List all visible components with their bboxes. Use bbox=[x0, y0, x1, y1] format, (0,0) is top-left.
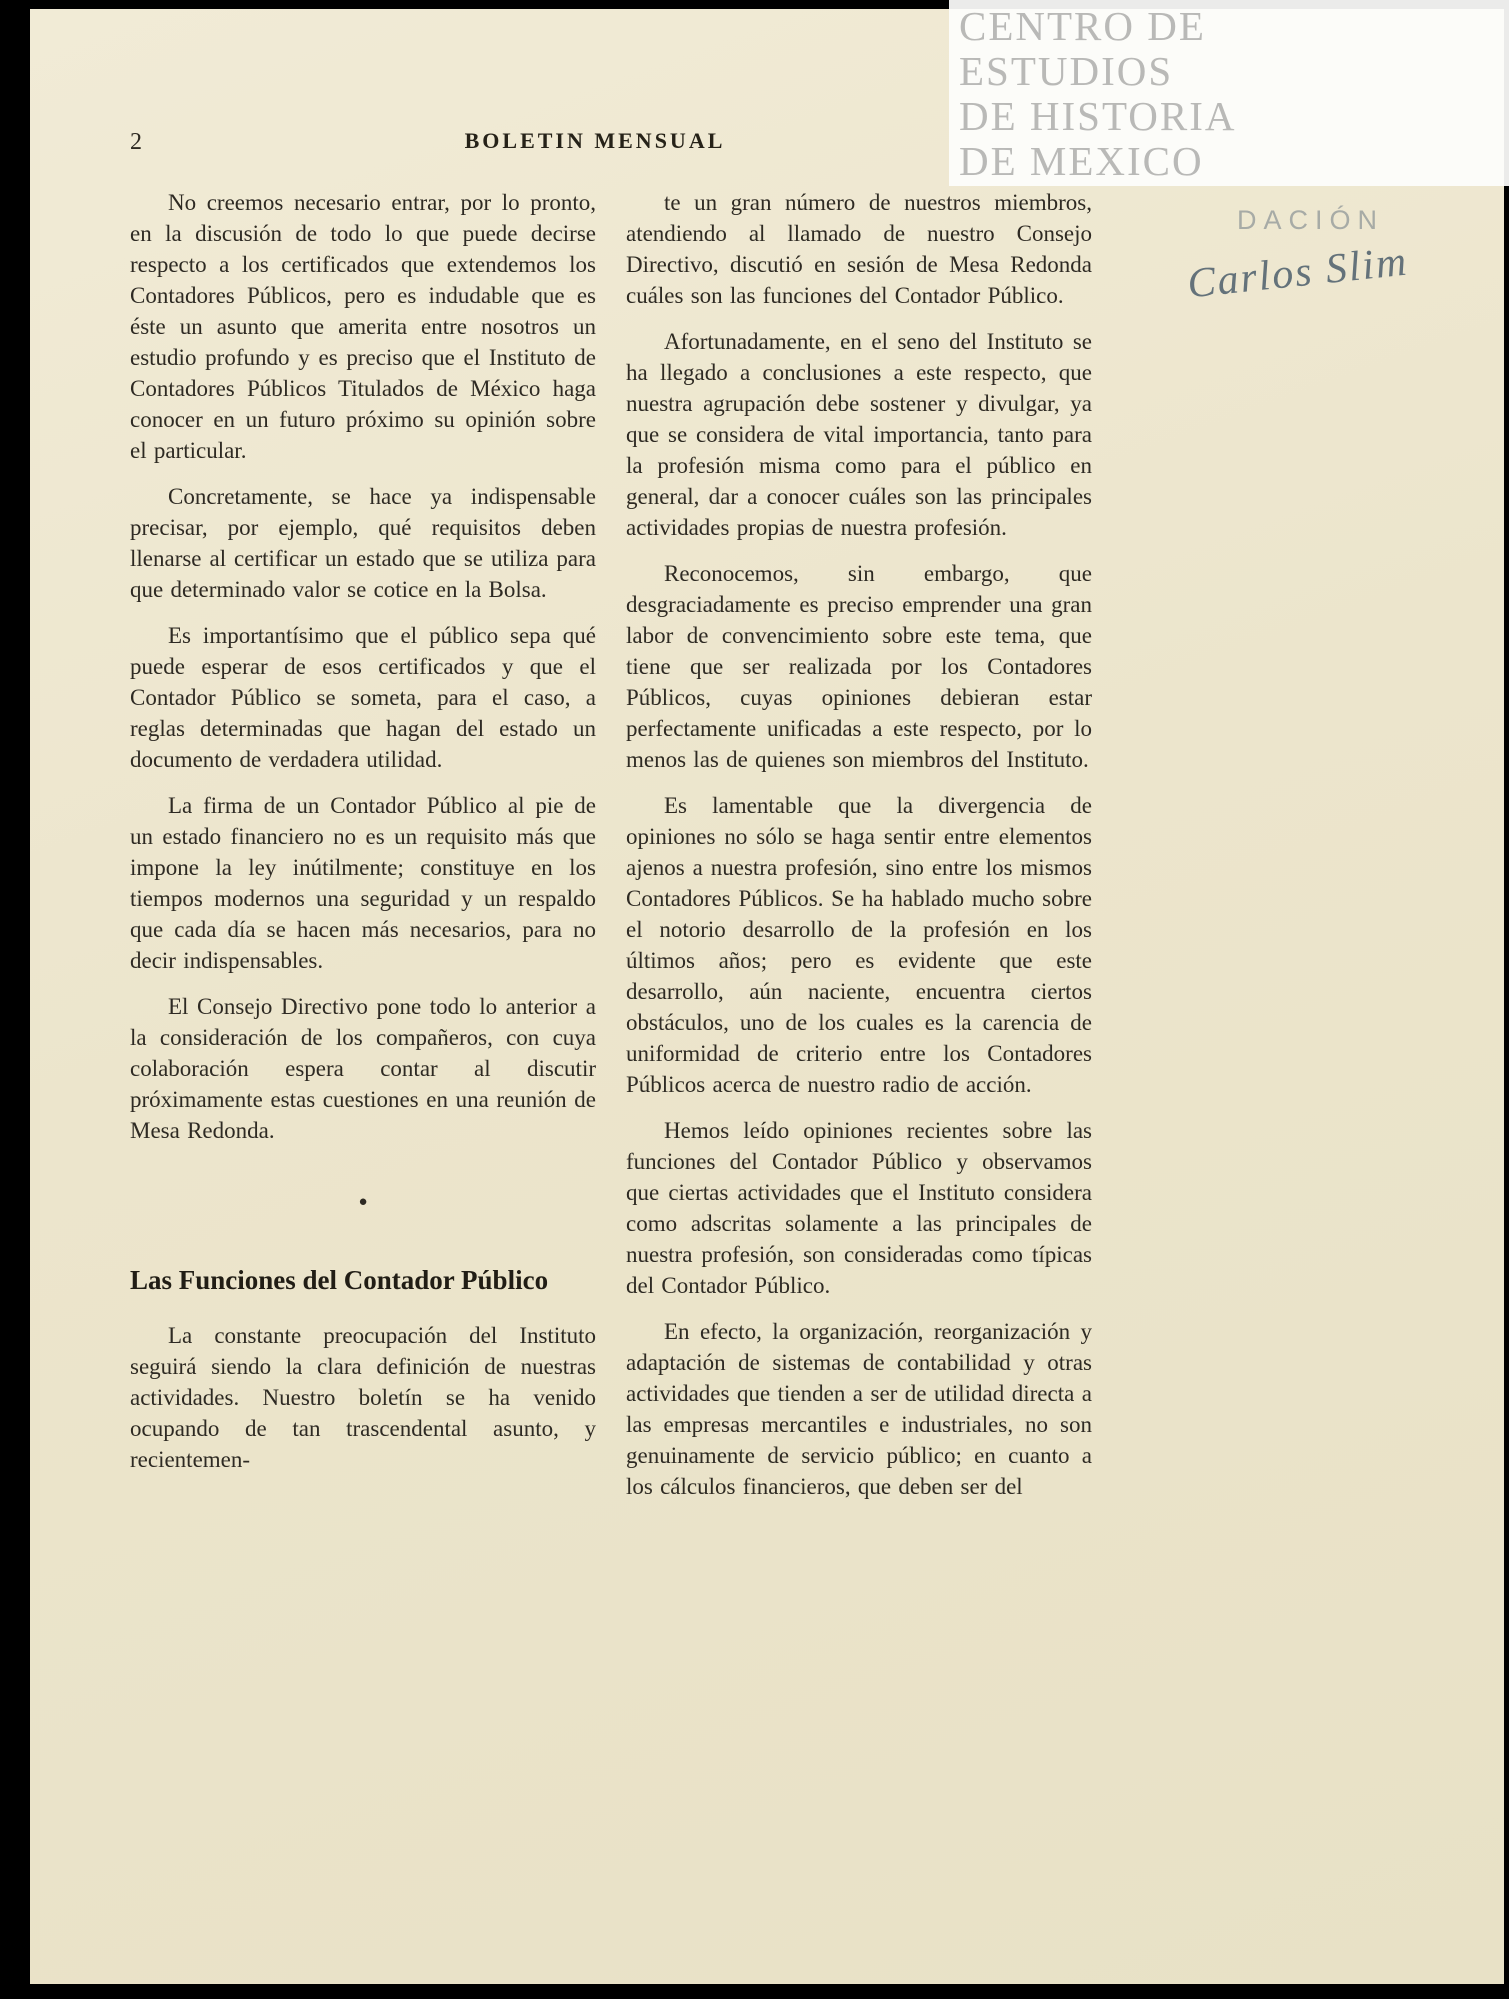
section-heading: Las Funciones del Contador Público bbox=[130, 1265, 549, 1295]
paragraph: La firma de un Contador Público al pie de un estado financiero no es un requisito más que impone la ley inútilmente; constituye en los tiempos modernos una seguridad y un respaldo que cada día se hacen más necesarios, para no decir indispensables. bbox=[130, 793, 596, 973]
paragraph: La constante preocupación del Instituto seguirá siendo la clara definición de nuestras actividades. Nuestro boletín se ha venido ocupando de tan trascendental asunto, y recientemen- bbox=[130, 1323, 596, 1472]
text-columns bbox=[130, 187, 1092, 1517]
ornament-icon: ● bbox=[358, 1194, 368, 1210]
watermark-line: ESTUDIOS bbox=[959, 48, 1174, 94]
watermark-line: DE HISTORIA bbox=[959, 93, 1237, 139]
handwritten-signature: Carlos Slim bbox=[1185, 238, 1411, 308]
paragraph: Es importantísimo que el público sepa qué puede esperar de esos certificados y que el Contador Público se someta, para el caso, a reglas determinadas que hagan del estado un documento de verdadera utilidad. bbox=[130, 623, 596, 772]
watermark-line: DE MEXICO bbox=[959, 138, 1204, 184]
paragraph: En efecto, la organización, reorganización y adaptación de sistemas de contabilidad y otras actividades que tienden a ser de utilidad directa a las empresas mercantiles e industriales, no son genuinamente de servicio público; en cuanto a los cálculos financieros, que deben ser del bbox=[626, 1319, 1092, 1499]
archive-watermark bbox=[949, 0, 1509, 186]
paragraph: No creemos necesario entrar, por lo pronto, en la discusión de todo lo que puede decirse respecto a los certificados que extendemos los Contadores Públicos, pero es indudable que es éste un asunto que amerita entre nosotros un estudio profundo y es preciso que el Instituto de Contadores Públicos Titulados de México haga conocer en un futuro próximo su opinión sobre el particular. bbox=[130, 190, 596, 463]
left-column bbox=[130, 187, 596, 1517]
paragraph: te un gran número de nuestros miembros, atendiendo al llamado de nuestro Consejo Directivo, discutió en sesión de Mesa Redonda cuáles son las funciones del Contador Público. bbox=[626, 190, 1092, 308]
paper-sheet bbox=[30, 9, 1504, 1984]
paragraph: Reconocemos, sin embargo, que desgraciadamente es preciso emprender una gran labor de convencimiento sobre este tema, que tiene que ser realizada por los Contadores Públicos, cuyas opiniones debieran estar perfectamente unificadas a este respecto, por lo menos las de quienes son miembros del Instituto. bbox=[626, 561, 1092, 772]
paragraph: Concretamente, se hace ya indispensable precisar, por ejemplo, qué requisitos deben llenarse al certificar un estado que se utiliza para que determinado valor se cotice en la Bolsa. bbox=[130, 484, 596, 602]
paragraph: Afortunadamente, en el seno del Instituto se ha llegado a conclusiones a este respecto, que nuestra agrupación debe sostener y divulgar, ya que se considera de vital importancia, tanto para la profesión misma como para el público en general, dar a conocer cuáles son las principales actividades propias de nuestra profesión. bbox=[626, 329, 1092, 540]
page-number: 2 bbox=[130, 129, 142, 155]
paragraph: Es lamentable que la divergencia de opiniones no sólo se haga sentir entre elementos ajenos a nuestra profesión, sino entre los mismos Contadores Públicos. Se ha hablado mucho sobre el notorio desarrollo de la profesión en los últimos años; pero es evidente que este desarrollo, aún naciente, encuentra ciertos obstáculos, uno de los cuales es la carencia de uniformidad de criterio entre los Contadores Públicos acerca de nuestro radio de acción. bbox=[626, 793, 1092, 1097]
masthead-title: BOLETIN MENSUAL bbox=[464, 128, 726, 153]
paragraph: El Consejo Directivo pone todo lo anterior a la consideración de los compañeros, con cuya colaboración espera contar al discutir próximamente estas cuestiones en una reunión de Mesa Redonda. bbox=[130, 994, 596, 1143]
paragraph: Hemos leído opiniones recientes sobre las funciones del Contador Público y observamos que ciertas actividades que el Instituto considera como adscritas solamente a las principales de nuestra profesión, son consideradas como típicas del Contador Público. bbox=[626, 1118, 1092, 1298]
watermark-line: CENTRO DE bbox=[959, 3, 1206, 49]
archive-stamp-partial: DACIÓN bbox=[1236, 205, 1384, 235]
right-column bbox=[626, 187, 1092, 1517]
